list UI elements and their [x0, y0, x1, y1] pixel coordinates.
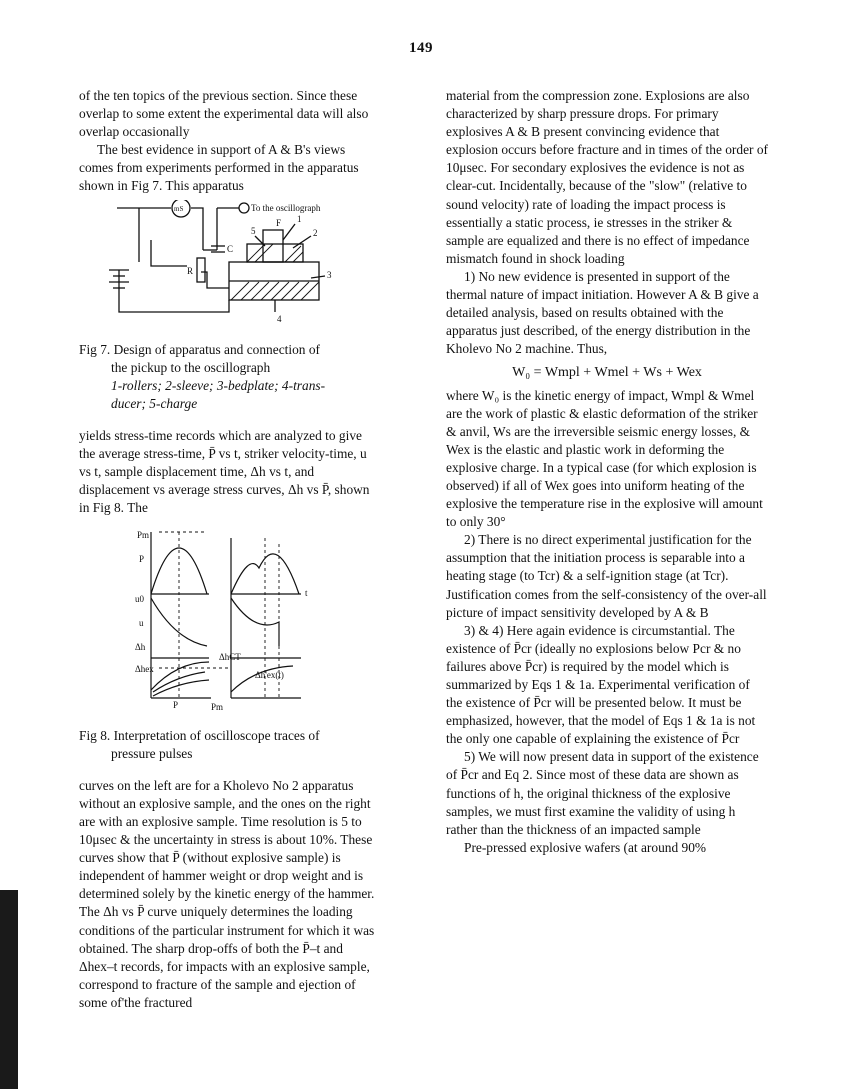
scan-edge-bar	[0, 890, 18, 1089]
fig8-label-p: P	[139, 553, 145, 564]
fig8-label-u0: u0	[135, 593, 144, 604]
figure-7	[79, 200, 377, 333]
energy-equation: W₀ = Wmpl + Wmel + Ws + Wex	[512, 365, 702, 381]
label-1: 1	[297, 213, 302, 224]
right-paragraph-7: Pre-pressed explosive wafers (at around 90%	[464, 839, 707, 855]
right-paragraph-4: 2) There is no direct experimental justification for the assumption that the initiation process is separable into a heating stage (to Tcr) & a self-ignition stage (at Tcr). Justification comes from the self-consistency of the over-all picture of impact sensitivity developed by A & B	[446, 532, 767, 620]
label-f: F	[276, 217, 282, 228]
label-3: 3	[327, 269, 332, 280]
figure-7-caption-line-2: the pickup to the oscillograph	[111, 359, 271, 375]
right-paragraph-3: where W₀ is the kinetic energy of impact, Wmpl & Wmel are the work of plastic & elastic deformation of the striker & anvil, Ws are the irreversible seismic energy losses, & Wex is the elastic and plastic work in deforming the explosive charge. In a typical case (for which explosion is observed) if all of Wex goes into uniform heating of the explosive the temperature rise in the explosive will amount to only 30°	[446, 387, 763, 530]
figure-7-caption-line-1: Fig 7. Design of apparatus and connection of	[79, 341, 320, 357]
figure-7-caption-line-3: 1-rollers; 2-sleeve; 3-bedplate; 4-trans-	[111, 377, 326, 393]
label-c: C	[227, 243, 234, 254]
left-paragraph-1: of the ten topics of the previous section. Since these overlap to some extent the experimental data will also overlap occasionally	[79, 88, 369, 140]
fig8-label-pm-bottom: Pm	[211, 701, 224, 712]
fig8-label-dhex: Δhex	[135, 663, 154, 674]
fig8-label-dhct: ΔhCT	[219, 651, 241, 662]
label-4: 4	[277, 313, 282, 324]
fig8-label-dh: Δh	[135, 641, 146, 652]
right-paragraph-2: 1) No new evidence is presented in support of the thermal nature of impact initiation. However A & B give a detailed analysis, based on results obtained with the apparatus just described, of the energy distribution in the Kholevo No 2 machine. Thus,	[446, 268, 759, 357]
figure-7-diagram	[79, 200, 377, 328]
left-paragraph-2: The best evidence in support of A & B's views comes from experiments performed in the apparatus shown in Fig 7. This apparatus	[79, 142, 359, 194]
figure-8-caption	[79, 727, 377, 763]
fig8-label-p-axis: P	[173, 699, 179, 710]
right-paragraph-1: material from the compression zone. Explosions are also characterized by sharp pressure drops. For primary explosives A & B present convincing evidence that explosion occurs before fracture and in times of the order of 10μsec. For secondary explosives the evidence is not as clear-cut. Incidentally, because of the "slow" (relative to sound velocity) rate of loading the impact process is essentially a static process, ie stresses in the striker & sample are equalized and there is no effect of impedance mismatch found in shock loading	[446, 88, 768, 266]
page-number: 149	[409, 40, 433, 56]
fig8-label-pm-top: Pm	[137, 529, 150, 540]
fig8-label-u: u	[139, 617, 144, 628]
label-ms: mS	[174, 204, 184, 213]
right-column	[446, 87, 768, 857]
right-paragraph-6: 5) We will now present data in support of the existence of P̄cr and Eq 2. Since most of these data are shown as functions of h, the original thickness of the explosive samples, we must first examine the validity of using h rather than the thickness of an impacted sample	[446, 749, 759, 837]
left-column	[79, 87, 377, 1012]
fig8-label-dhex-t: Δh'ex(t)	[255, 669, 284, 680]
oscillograph-label: To the oscillograph	[251, 202, 321, 213]
figure-7-caption	[79, 341, 377, 413]
figure-8-caption-line-2: pressure pulses	[111, 745, 193, 761]
figure-8-caption-line-1: Fig 8. Interpretation of oscilloscope traces of	[79, 727, 320, 743]
label-5: 5	[251, 225, 256, 236]
right-paragraph-5: 3) & 4) Here again evidence is circumstantial. The existence of P̄cr (ideally no explosions below Pcr & no failures above P̄cr) is required by the model which is summarized by Eqs 1 & 1a. Experimental verification of the existence of P̄cr will be presented below. It must be emphasized, however, that the model of Eqs 1 & 1a is not the only one capable of explaining the existence of P̄cr	[446, 622, 756, 747]
figure-8-diagram	[79, 522, 377, 714]
figure-7-caption-line-4: ducer; 5-charge	[111, 395, 198, 411]
label-r: R	[187, 265, 194, 276]
left-paragraph-3: yields stress-time records which are analyzed to give the average stress-time, P̄ vs t, striker velocity-time, u vs t, sample displacement time, Δh vs t, and displacement vs average stress curves, Δh vs P̄, shown in Fig 8. The	[79, 428, 370, 516]
figure-8	[79, 522, 377, 719]
fig8-label-t: t	[305, 587, 308, 598]
label-2: 2	[313, 227, 318, 238]
left-paragraph-4: curves on the left are for a Kholevo No 2 apparatus without an explosive sample, and the ones on the right are with an explosive sample. Time resolution is 5 to 10μsec & the uncertainty in stress is about 10%. These curves show that P̄ (without explosive sample) is independent of hammer weight or drop weight and is determined solely by the kinetic energy of the hammer. The Δh vs P̄ curve uniquely determines the loading conditions of the particular instrument for which it was obtained. The sharp drop-offs of both the P̄–t and Δhex–t records, for impacts with an explosive sample, correspond to fracture of the sample and ejection of some of'the fractured	[79, 777, 375, 1010]
